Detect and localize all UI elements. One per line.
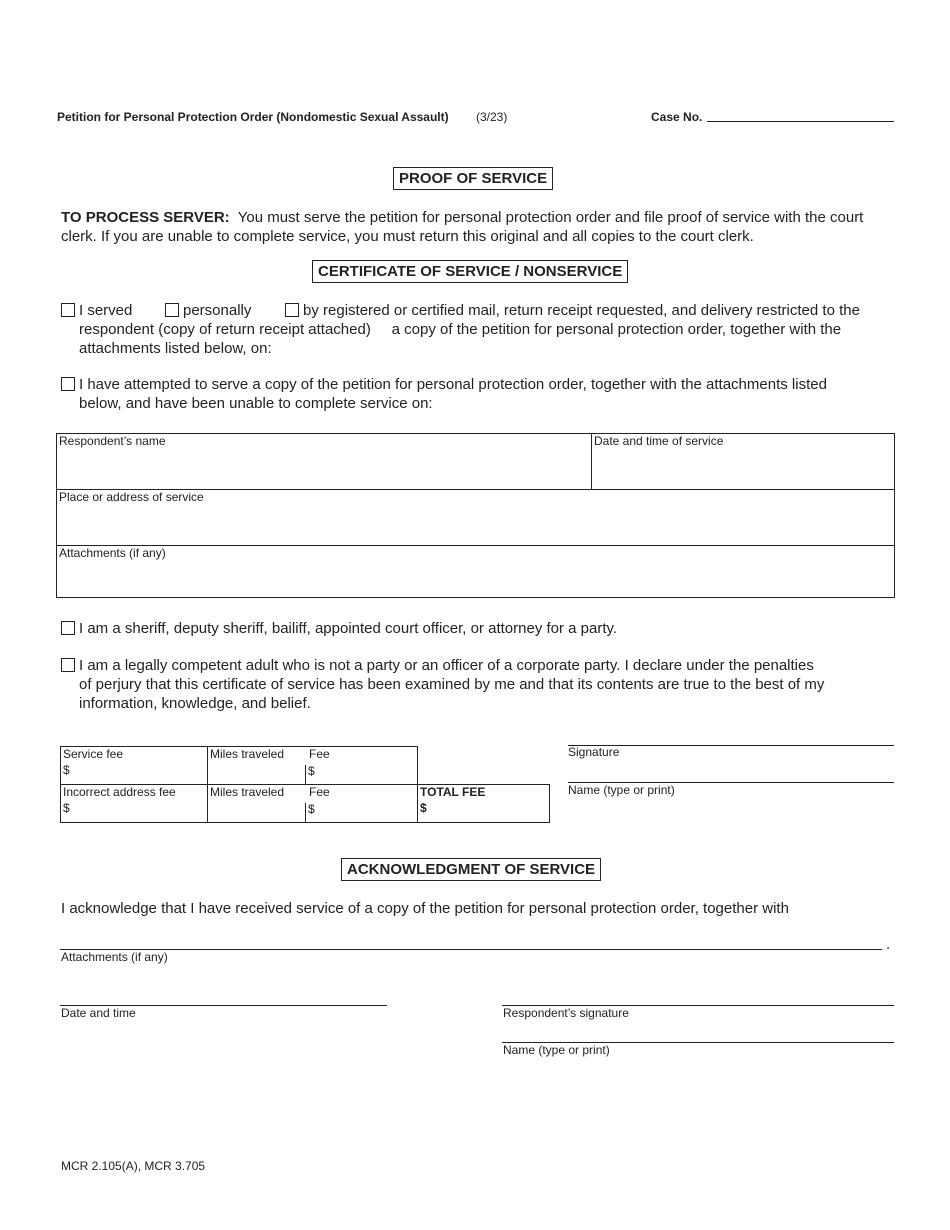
form-revision-date: (3/23) bbox=[476, 110, 508, 124]
served-line-2: respondent (copy of return receipt attached) a copy of the petition for personal protection order, together with the bbox=[79, 321, 842, 338]
table-divider bbox=[591, 433, 592, 489]
miles-traveled-label: Miles traveled bbox=[210, 747, 285, 761]
date-time-of-service-field[interactable] bbox=[593, 450, 892, 488]
proof-of-service-title: PROOF OF SERVICE bbox=[393, 167, 553, 190]
service-fee-dollar[interactable]: $ bbox=[63, 763, 70, 777]
process-server-instructions bbox=[61, 208, 863, 227]
certificate-title: CERTIFICATE OF SERVICE / NONSERVICE bbox=[312, 260, 628, 283]
fee-label: Fee bbox=[309, 785, 330, 799]
fee-table-border bbox=[207, 746, 208, 822]
instructions-line-2: clerk. If you are unable to complete service, you must return this original and all copies to the court clerk. bbox=[61, 228, 754, 245]
total-fee-label: TOTAL FEE bbox=[420, 785, 486, 799]
instructions-line-1: You must serve the petition for personal protection order and file proof of service with the court bbox=[237, 209, 864, 226]
footer-rule-citation: MCR 2.105(A), MCR 3.705 bbox=[61, 1159, 206, 1173]
fee-dollar[interactable]: $ bbox=[308, 802, 315, 816]
miles-traveled-label: Miles traveled bbox=[210, 785, 285, 799]
respondent-name-label: Respondent’s name bbox=[59, 434, 166, 448]
served-line-3: attachments listed below, on: bbox=[79, 340, 272, 357]
fee-table-border bbox=[305, 765, 306, 784]
ack-name-print-label: Name (type or print) bbox=[503, 1043, 610, 1057]
attempted-checkbox[interactable] bbox=[61, 377, 75, 391]
officer-checkbox[interactable] bbox=[61, 621, 75, 635]
adult-statement-line-2: of perjury that this certificate of service has been examined by me and that its contents are true to the best of my bbox=[79, 676, 825, 693]
officer-statement: I am a sheriff, deputy sheriff, bailiff, appointed court officer, or attorney for a party. bbox=[79, 620, 618, 637]
ack-attachments-label: Attachments (if any) bbox=[61, 950, 168, 964]
name-print-label: Name (type or print) bbox=[568, 783, 675, 797]
mail-label: by registered or certified mail, return receipt requested, and delivery restricted to the bbox=[303, 302, 860, 319]
fee-table-border bbox=[305, 803, 306, 822]
personally-label: personally bbox=[183, 302, 252, 319]
service-fee-label: Service fee bbox=[63, 747, 124, 761]
attachments-field[interactable] bbox=[57, 562, 892, 595]
table-divider bbox=[56, 545, 894, 546]
ack-period: . bbox=[886, 936, 891, 953]
incorrect-address-fee-dollar[interactable]: $ bbox=[63, 801, 70, 815]
adult-statement-line-1: I am a legally competent adult who is not a party or an officer of a corporate party. I declare under the penalties bbox=[79, 657, 814, 674]
acknowledgment-text: I acknowledge that I have received service of a copy of the petition for personal protection order, together with bbox=[61, 900, 789, 917]
case-no-label: Case No. bbox=[651, 110, 703, 124]
fee-table-border bbox=[417, 746, 418, 822]
date-time-of-service-label: Date and time of service bbox=[594, 434, 724, 448]
mail-checkbox[interactable] bbox=[285, 303, 299, 317]
fee-table-border bbox=[549, 784, 550, 822]
fee-table-border bbox=[60, 822, 550, 823]
attachments-label: Attachments (if any) bbox=[59, 546, 166, 560]
acknowledgment-title: ACKNOWLEDGMENT OF SERVICE bbox=[341, 858, 601, 881]
ack-attachments-line[interactable] bbox=[60, 949, 882, 950]
adult-checkbox[interactable] bbox=[61, 658, 75, 672]
personally-checkbox[interactable] bbox=[165, 303, 179, 317]
fee-dollar[interactable]: $ bbox=[308, 764, 315, 778]
respondent-signature-label: Respondent’s signature bbox=[503, 1006, 629, 1020]
place-of-service-label: Place or address of service bbox=[59, 490, 204, 504]
served-label: I served bbox=[79, 302, 133, 319]
total-fee-dollar[interactable]: $ bbox=[420, 801, 427, 815]
form-title: Petition for Personal Protection Order (Nondomestic Sexual Assault) bbox=[57, 110, 449, 124]
fee-table-border bbox=[60, 746, 61, 822]
served-checkbox[interactable] bbox=[61, 303, 75, 317]
attempted-line-1: I have attempted to serve a copy of the petition for personal protection order, together with the attachments listed bbox=[79, 376, 827, 393]
adult-statement-line-3: information, knowledge, and belief. bbox=[79, 695, 311, 712]
ack-date-time-label: Date and time bbox=[61, 1006, 136, 1020]
incorrect-address-fee-label: Incorrect address fee bbox=[63, 785, 176, 799]
instructions-lead: TO PROCESS SERVER: bbox=[61, 209, 230, 226]
respondent-name-field[interactable] bbox=[57, 450, 590, 488]
attempted-line-2: below, and have been unable to complete service on: bbox=[79, 395, 433, 412]
signature-label: Signature bbox=[568, 745, 620, 759]
place-of-service-field[interactable] bbox=[57, 506, 892, 544]
fee-label: Fee bbox=[309, 747, 330, 761]
case-no-field[interactable] bbox=[707, 121, 894, 122]
